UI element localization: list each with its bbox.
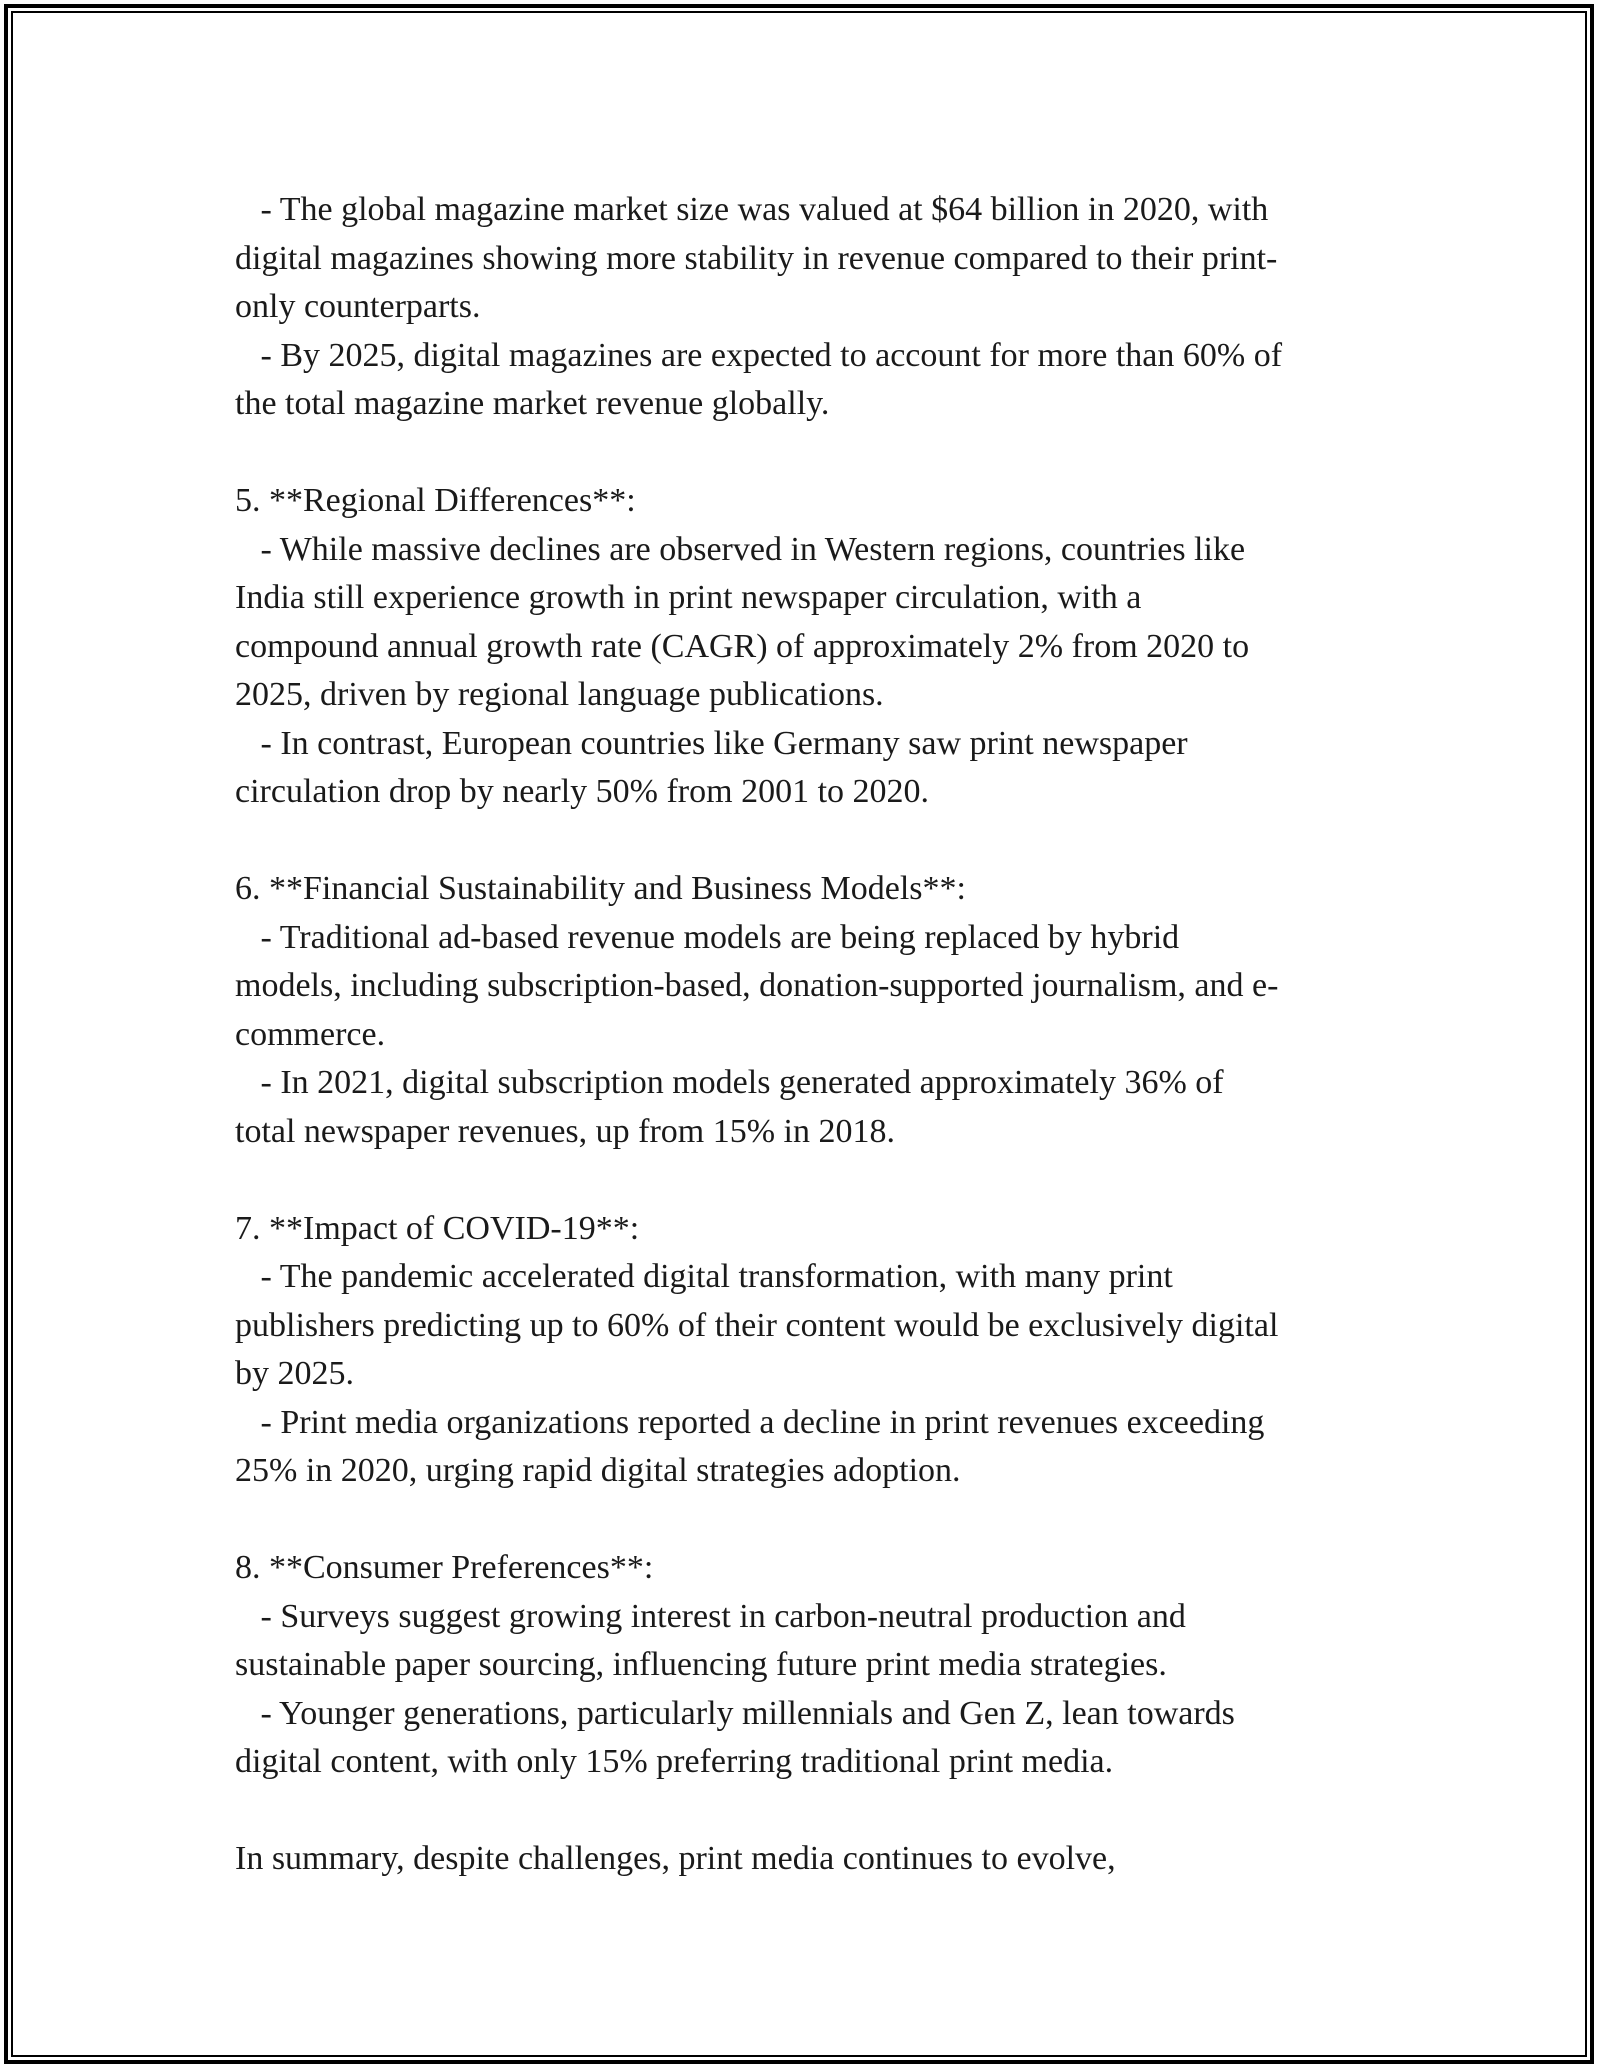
text-line: In summary, despite challenges, print media continues to evolve, xyxy=(235,1840,1116,1877)
text-line: 5. **Regional Differences**: xyxy=(235,482,636,519)
text-line: - Print media organizations reported a decline in print revenues exceeding xyxy=(235,1403,1265,1441)
text-line: - Younger generations, particularly millennials and Gen Z, lean towards xyxy=(235,1694,1235,1732)
text-line: only counterparts. xyxy=(235,288,481,325)
text-line: circulation drop by nearly 50% from 2001 to 2020. xyxy=(235,773,930,810)
blank-line xyxy=(235,1496,1395,1545)
text-line: 25% in 2020, urging rapid digital strategies adoption. xyxy=(235,1452,961,1489)
blank-line xyxy=(235,429,1395,478)
text-line: digital content, with only 15% preferring traditional print media. xyxy=(235,1743,1114,1780)
text-line: India still experience growth in print newspaper circulation, with a xyxy=(235,579,1142,616)
text-line: - In contrast, European countries like Germany saw print newspaper xyxy=(235,724,1188,762)
document-body xyxy=(235,186,1395,1884)
blank-line xyxy=(235,817,1395,866)
text-line: - In 2021, digital subscription models generated approximately 36% of xyxy=(235,1064,1224,1101)
text-line: 7. **Impact of COVID-19**: xyxy=(235,1209,640,1247)
text-line: compound annual growth rate (CAGR) of approximately 2% from 2020 to xyxy=(235,627,1250,665)
text-line: 6. **Financial Sustainability and Business Models**: xyxy=(235,870,966,907)
text-line: publishers predicting up to 60% of their content would be exclusively digital xyxy=(235,1306,1279,1344)
text-line: - The global magazine market size was valued at $64 billion in 2020, with xyxy=(235,191,1269,228)
blank-line xyxy=(235,1787,1395,1836)
text-line: models, including subscription-based, donation-supported journalism, and e- xyxy=(235,967,1279,1004)
text-line: by 2025. xyxy=(235,1355,354,1392)
text-line: 8. **Consumer Preferences**: xyxy=(235,1549,654,1586)
text-line: - The pandemic accelerated digital transformation, with many print xyxy=(235,1258,1173,1295)
text-line: - Surveys suggest growing interest in carbon-neutral production and xyxy=(235,1597,1186,1635)
text-line: - Traditional ad-based revenue models are being replaced by hybrid xyxy=(235,918,1180,956)
text-line: digital magazines showing more stability in revenue compared to their print- xyxy=(235,239,1278,277)
text-line: total newspaper revenues, up from 15% in 2018. xyxy=(235,1112,895,1150)
text-line: - While massive declines are observed in Western regions, countries like xyxy=(235,530,1246,568)
text-line: 2025, driven by regional language publications. xyxy=(235,676,884,713)
text-line: commerce. xyxy=(235,1015,386,1053)
text-line: - By 2025, digital magazines are expected to account for more than 60% of xyxy=(235,336,1283,374)
text-line: sustainable paper sourcing, influencing future print media strategies. xyxy=(235,1646,1167,1683)
text-line: the total magazine market revenue globally. xyxy=(235,385,830,422)
blank-line xyxy=(235,1156,1395,1205)
